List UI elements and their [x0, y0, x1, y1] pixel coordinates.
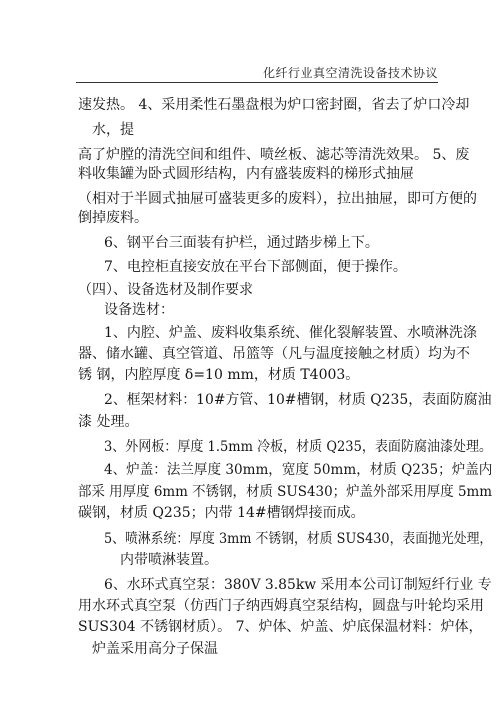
body-line: 碳钢，材质 Q235；内带 14#槽钢焊接而成。 [78, 505, 365, 521]
body-line: 器、储水罐、真空管道、吊篮等（凡与温度接触之材质）均为不 [78, 346, 470, 362]
page-header [76, 62, 438, 83]
body-line: 用水环式真空泵（仿西门子纳西姆真空泵结构，圆盘与叶轮均采用 [78, 598, 484, 614]
body-line: 炉盖采用高分子保温 [92, 641, 218, 657]
body-line: 部采 用厚度 6mm 不锈钢，材质 SUS430；炉盖外部采用厚度 5mm [78, 484, 493, 500]
body-line: 倒掉废料。 [78, 210, 148, 226]
body-line: 7、电控柜直接安放在平台下部侧面，便于操作。 [104, 259, 407, 275]
body-line: 4、炉盖：法兰厚度 30mm，宽度 50mm，材质 Q235；炉盖内 [104, 462, 493, 478]
body-line: 1、内腔、炉盖、废料收集系统、催化裂解装置、水喷淋洗涤 [104, 325, 477, 341]
body-line: 水，提 [92, 122, 134, 138]
body-line: 内带喷淋装置。 [120, 552, 218, 568]
section-heading: （四）、设备选材及制作要求 [78, 282, 253, 298]
body-line: 6、水环式真空泵：380V 3.85kw 采用本公司订制短纤行业 专 [104, 577, 492, 593]
body-line: 料收集罐为卧式圆形结构，内有盛装废料的梯形式抽屉 [78, 166, 414, 182]
body-line: 2、框架材料：10#方管、10#槽钢，材质 Q235，表面防腐油 [104, 392, 492, 408]
body-line: 锈 钢，内腔厚度 δ=10 mm，材质 T4003。 [78, 367, 360, 383]
body-line: 6、钢平台三面装有护栏，通过踏步梯上下。 [104, 235, 379, 251]
body-line: 漆 处理。 [78, 414, 139, 430]
body-line: SUS304 不锈钢材质）。 7、炉体、炉盖、炉底保温材料：炉体， [78, 619, 483, 635]
body-line: （相对于半圆式抽屉可盛装更多的废料），拉出抽屉，即可方便的 [78, 191, 477, 207]
body-line: 设备选材： [104, 302, 174, 318]
body-line: 高了炉膛的清洗空间和组件、喷丝板、滤芯等清洗效果。 5、废 [78, 147, 470, 163]
body-line: 5、喷淋系统：厚度 3mm 不锈钢，材质 SUS430，表面抛光处理， [104, 531, 493, 547]
header-title: 化纤行业真空清洗设备技术协议 [262, 66, 438, 80]
body-line: 3、外网板：厚度 1.5mm 冷板，材质 Q235，表面防腐油漆处理。 [104, 439, 493, 455]
body-line: 速发热。 4、采用柔性石墨盘根为炉口密封圈，省去了炉口冷却 [78, 97, 470, 113]
